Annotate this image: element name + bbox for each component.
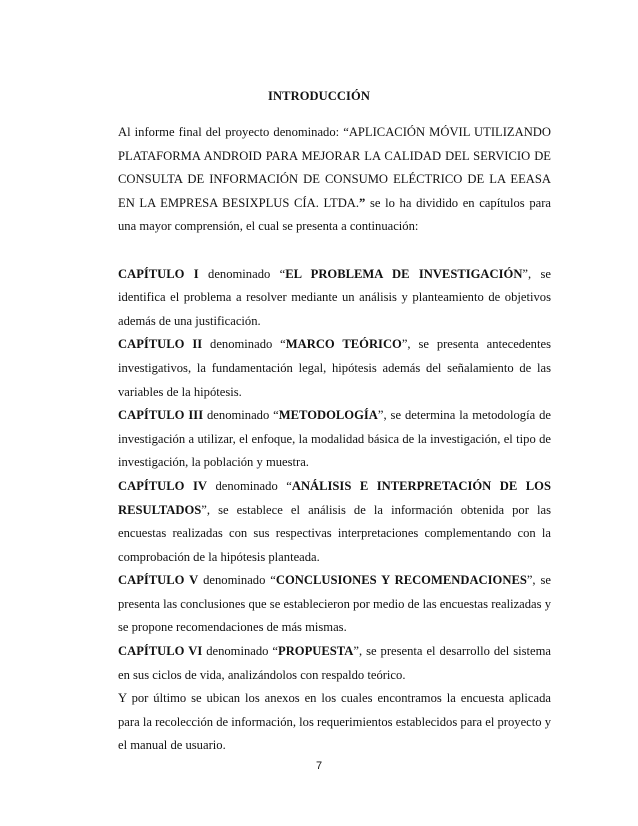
chapter-description: ”, se determina la metodología de investigación a utilizar, el enfoque, la modalidad básica de la investigación, el tipo de investigación, la población y muestra.: [118, 408, 551, 470]
chapter-label: CAPÍTULO II: [118, 337, 203, 352]
chapter-paragraph-4: [118, 475, 551, 569]
chapter-description: ”, se presenta antecedentes investigativos, la fundamentación legal, hipótesis además del señalamiento de las variables de la hipótesis.: [118, 337, 551, 399]
chapter-paragraph-1: [118, 263, 551, 334]
chapter-description: ”, se establece el análisis de la información obtenida por las encuestas realizadas con sus respectivas interpretaciones complementando con la comprobación de la hipótesis planteada.: [118, 502, 551, 564]
chapter-name: METODOLOGÍA: [278, 408, 378, 423]
closing-paragraph: Y por último se ubican los anexos en los cuales encontramos la encuesta aplicada para la recolección de información, los requerimientos establecidos para el proyecto y el manual de usuario.: [118, 691, 551, 753]
chapter-name: EL PROBLEMA DE INVESTIGACIÓN: [285, 266, 523, 281]
page-number: 7: [315, 760, 323, 772]
chapter-label: CAPÍTULO VI: [118, 644, 203, 659]
document-body: [118, 121, 551, 758]
chapter-label: CAPÍTULO IV: [118, 478, 207, 493]
chapter-paragraph-2: [118, 333, 551, 404]
chapter-name: CONCLUSIONES Y RECOMENDACIONES: [275, 573, 527, 588]
chapter-name: PROPUESTA: [278, 644, 354, 659]
intro-rest: se lo ha dividido en capítulos para una mayor comprensión, el cual se presenta a continuación:: [118, 195, 551, 234]
chapter-connector: denominado “: [203, 408, 279, 423]
chapter-connector: denominado “: [202, 337, 286, 352]
intro-closing-quote: ”: [359, 195, 366, 210]
chapter-description: ”, se presenta el desarrollo del sistema en sus ciclos de vida, analizándolos con respaldo teórico.: [118, 644, 551, 682]
chapter-paragraph-5: [118, 569, 551, 640]
chapter-label: CAPÍTULO I: [118, 266, 199, 281]
chapter-label: CAPÍTULO III: [118, 408, 204, 423]
chapter-description: ”, se presenta las conclusiones que se establecieron por medio de las encuestas realizadas y se propone recomendaciones de más mismas.: [118, 573, 551, 635]
page-title: INTRODUCCIÓN: [268, 89, 370, 103]
chapter-connector: denominado “: [198, 573, 276, 588]
chapter-label: CAPÍTULO V: [118, 573, 199, 588]
intro-paragraph: [118, 121, 551, 239]
intro-text: Al informe final del proyecto denominado: “APLICACIÓN MÓVIL UTILIZANDO PLATAFORMA ANDROID PARA MEJORAR LA CALIDAD DEL SERVICIO DE CONSULTA DE INFORMACIÓN DE CONSUMO ELÉCTRICO DE LA EEASA EN LA EMPRESA BESIXPLUS CÍA. LTDA.: [118, 125, 551, 210]
chapter-name: MARCO TEÓRICO: [285, 337, 402, 352]
chapter-paragraph-6: [118, 640, 551, 687]
chapter-connector: denominado “: [198, 266, 286, 281]
chapter-connector: denominado “: [202, 644, 279, 659]
chapter-connector: denominado “: [206, 478, 292, 493]
chapter-description: ”, se identifica el problema a resolver mediante un análisis y planteamiento de objetivos además de una justificación.: [118, 266, 551, 328]
paragraph-gap: [118, 239, 551, 263]
chapter-paragraph-3: [118, 404, 551, 475]
chapter-name: ANÁLISIS E INTERPRETACIÓN DE LOS RESULTADOS: [118, 478, 551, 517]
